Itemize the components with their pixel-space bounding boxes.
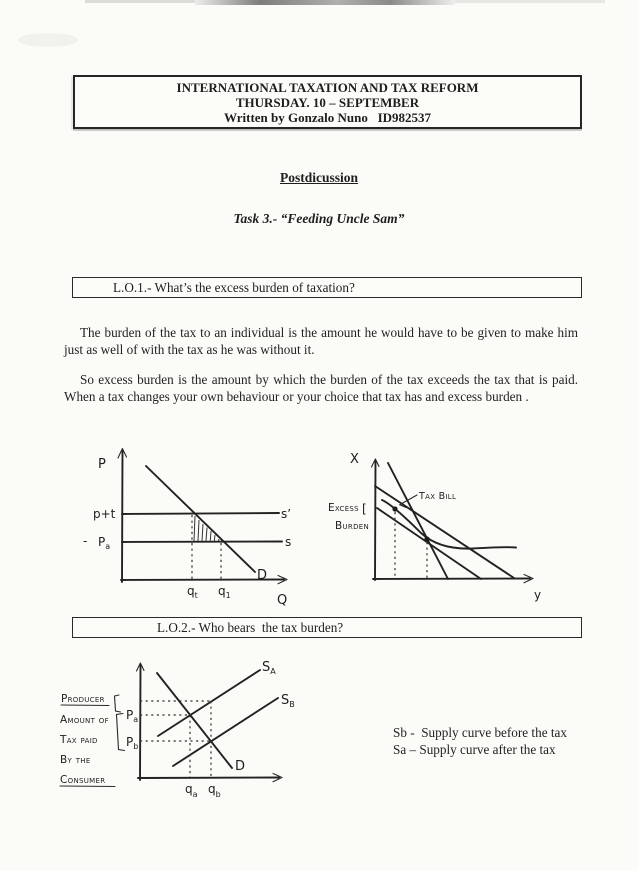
legend-sa: Sa – Supply curve after the tax <box>393 742 556 757</box>
stray-minus-mark: - <box>83 534 88 548</box>
x-axis <box>375 461 376 580</box>
scan-artifact-top-left <box>85 0 195 3</box>
paragraph-excess-burden: So excess burden is the amount by which the burden of the tax exceeds the tax that is paid. When a tax changes your own behaviour or your choice that tax has and excess burden . <box>64 372 578 404</box>
qt-label: $q_t$ <box>187 584 198 600</box>
excess-burden-hatching <box>194 516 219 541</box>
pa-label: $P_a$ <box>126 708 139 724</box>
q-axis-label: Q <box>277 593 288 608</box>
excess-bracket: [ <box>362 502 367 516</box>
qb-label: $q_b$ <box>208 782 221 799</box>
burden-label: Burden <box>335 520 370 532</box>
demand-curve <box>146 466 255 572</box>
p-axis-label: P <box>98 457 106 472</box>
doc-title: INTERNATIONAL TAXATION AND TAX REFORM <box>176 79 479 95</box>
supply-before-tax <box>173 698 278 766</box>
s-prime-label: s’ <box>281 507 292 521</box>
diagram-excess-burden-supply-demand <box>78 440 293 618</box>
tax-paid-label: Tax paid <box>60 734 98 746</box>
demand-label: D <box>235 759 246 774</box>
price-a-label: $P_a$ <box>98 535 111 551</box>
p-axis <box>122 451 123 582</box>
postdiscussion-heading: Postdicussion <box>279 170 359 185</box>
doc-author: Written by Gonzalo Nuno ID982537 <box>223 109 432 125</box>
consumer-share-bracket <box>117 714 125 751</box>
budget-line-after-tax <box>377 508 481 579</box>
price-plus-tax-label: p+t <box>93 507 116 521</box>
supply-after-tax-line <box>122 513 279 514</box>
producer-underline <box>61 705 109 706</box>
supply-curve-legend <box>393 724 567 758</box>
tangency-point-upper <box>392 506 397 511</box>
lo2-box <box>72 617 582 638</box>
task-heading: Task 3.- “Feeding Uncle Sam” <box>233 211 405 226</box>
pb-label: $P_b$ <box>126 735 139 751</box>
diagram-tax-incidence <box>55 650 320 820</box>
amount-of-label: Amount of <box>60 714 109 726</box>
s-label: s <box>285 535 292 549</box>
legend-sb: Sb - Supply curve before the tax <box>393 725 567 740</box>
q1-label: $q_1$ <box>218 584 231 600</box>
quantity-axis <box>138 778 279 779</box>
tax-bill-label: Tax Bill <box>419 491 457 502</box>
consumer-underline <box>60 786 115 787</box>
qa-label: $q_a$ <box>185 782 198 799</box>
excess-label: Excess <box>328 502 359 514</box>
lo1-label: L.O.1.- What’s the excess burden of taxation? <box>113 279 355 295</box>
by-the-label: By the <box>60 754 91 766</box>
supply-before-tax-line <box>122 542 282 543</box>
sb-label: $S_B$ <box>281 693 295 709</box>
title-box <box>73 75 582 129</box>
price-axis <box>140 665 141 780</box>
supply-after-tax <box>158 670 260 736</box>
producer-label: Producer <box>61 693 105 705</box>
demand-curve <box>157 673 232 768</box>
sa-label: $S_A$ <box>262 660 276 676</box>
producer-share-bracket <box>115 695 121 712</box>
tangency-point-lower <box>424 536 429 541</box>
scan-artifact-smudge <box>18 33 78 47</box>
y-axis <box>373 579 530 580</box>
paragraph-burden-definition: The burden of the tax to an individual is the amount he would have to be given to make him just as well of with the tax as he was without it. <box>64 325 578 357</box>
x-axis-label: X <box>350 452 359 467</box>
scan-artifact-top <box>195 0 455 5</box>
demand-label: D <box>257 568 268 583</box>
lo2-label: L.O.2.- Who bears the tax burden? <box>157 619 344 635</box>
consumer-label: Consumer <box>60 774 106 786</box>
y-axis-label: y <box>534 588 542 602</box>
doc-date: THURSDAY. 10 – SEPTEMBER <box>235 94 420 110</box>
scan-artifact-top-right <box>455 0 605 3</box>
lo1-box <box>72 277 582 298</box>
diagram-indifference-curves-tax-bill <box>325 443 560 615</box>
